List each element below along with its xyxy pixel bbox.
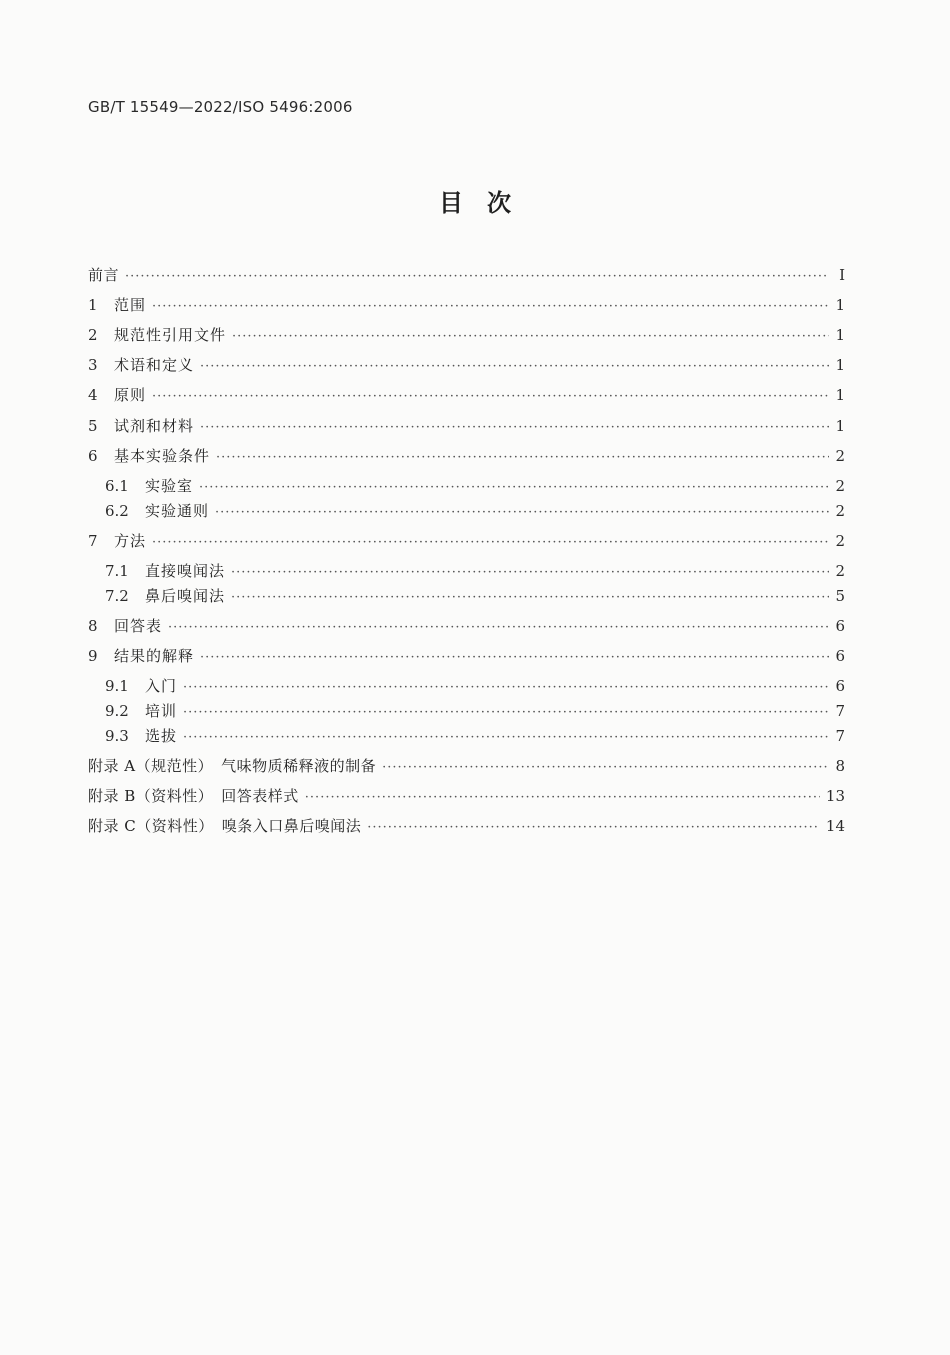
toc-label: 原则 [114, 386, 147, 404]
toc-label: 前言 [88, 266, 120, 284]
toc-page: 2 [835, 502, 845, 520]
toc-label: 范围 [114, 296, 147, 314]
toc-entry-normative-references[interactable] [88, 324, 845, 346]
toc-page: 1 [835, 417, 845, 435]
dot-leader [216, 447, 829, 469]
toc-entry-foreword[interactable] [88, 264, 845, 286]
dot-leader [215, 502, 829, 524]
toc-label: 鼻后嗅闻法 [145, 587, 226, 605]
toc-label: 培训 [145, 702, 178, 720]
toc-label: 回答表 [114, 617, 163, 635]
toc-entry-annex-a[interactable] [88, 755, 845, 777]
toc-entry-annex-b[interactable] [88, 785, 845, 807]
toc-number: 4 [88, 386, 98, 404]
toc-page: Ⅰ [839, 266, 845, 284]
toc-page: 8 [835, 757, 845, 775]
toc-number: 9.3 [105, 727, 129, 745]
toc-label: 附录 C（资料性） 嗅条入口鼻后嗅闻法 [88, 817, 362, 835]
toc-number: 7.1 [105, 562, 129, 580]
document-code: GB/T 15549—2022/ISO 5496:2006 [88, 98, 353, 116]
page-title: 目 次 [439, 189, 511, 217]
toc-page: 14 [825, 817, 845, 835]
toc-number: 5 [88, 417, 98, 435]
dot-leader [231, 562, 829, 584]
toc-label: 方法 [114, 532, 147, 550]
toc-entry-conditions[interactable] [88, 445, 845, 467]
toc-number: 6.2 [105, 502, 129, 520]
toc-page: 2 [835, 562, 845, 580]
toc-label: 结果的解释 [114, 647, 195, 665]
dot-leader [367, 817, 820, 839]
toc-label: 试剂和材料 [114, 417, 195, 435]
toc-page: 1 [835, 296, 845, 314]
toc-number: 7 [88, 532, 98, 550]
toc-label: 实验通则 [145, 502, 210, 520]
dot-leader [200, 417, 829, 439]
toc-number: 6.1 [105, 477, 129, 495]
dot-leader [199, 477, 829, 499]
toc-entry-annex-c[interactable] [88, 815, 845, 837]
toc-page: 1 [835, 386, 845, 404]
dot-leader [152, 386, 829, 408]
toc-entry-reagents[interactable] [88, 415, 845, 437]
toc-page: 5 [835, 587, 845, 605]
dot-leader [200, 356, 829, 378]
dot-leader [305, 787, 820, 809]
toc-label: 术语和定义 [114, 356, 195, 374]
toc-label: 基本实验条件 [114, 447, 211, 465]
toc-page: 2 [835, 532, 845, 550]
toc-number: 1 [88, 296, 98, 314]
toc-label: 实验室 [145, 477, 194, 495]
toc-entry-general-rules[interactable] [88, 500, 845, 522]
toc-entry-scope[interactable] [88, 294, 845, 316]
dot-leader [200, 647, 829, 669]
dot-leader [183, 727, 829, 749]
dot-leader [183, 677, 829, 699]
toc-number: 9.2 [105, 702, 129, 720]
toc-number: 7.2 [105, 587, 129, 605]
toc-page: 6 [835, 617, 845, 635]
toc-entry-direct-sniffing[interactable] [88, 560, 845, 582]
toc-entry-interpretation[interactable] [88, 645, 845, 667]
toc-number: 8 [88, 617, 98, 635]
dot-leader [382, 757, 829, 779]
toc-entry-training[interactable] [88, 700, 845, 722]
dot-leader [152, 532, 829, 554]
toc-label: 入门 [145, 677, 178, 695]
toc-page: 1 [835, 326, 845, 344]
toc-number: 3 [88, 356, 98, 374]
dot-leader [152, 296, 829, 318]
toc-page: 6 [835, 677, 845, 695]
toc-number: 6 [88, 447, 98, 465]
dot-leader [125, 266, 829, 288]
toc-entry-principle[interactable] [88, 384, 845, 406]
toc-label: 选拔 [145, 727, 178, 745]
toc-label: 规范性引用文件 [114, 326, 227, 344]
dot-leader [183, 702, 829, 724]
toc-page: 7 [835, 702, 845, 720]
toc-entry-method[interactable] [88, 530, 845, 552]
toc-entry-terms[interactable] [88, 354, 845, 376]
toc-number: 9 [88, 647, 98, 665]
toc-page: 6 [835, 647, 845, 665]
toc-page: 2 [835, 447, 845, 465]
toc-number: 9.1 [105, 677, 129, 695]
toc-page: 13 [825, 787, 845, 805]
toc-entry-laboratory[interactable] [88, 475, 845, 497]
toc-entry-retronasal-sniffing[interactable] [88, 585, 845, 607]
toc-label: 直接嗅闻法 [145, 562, 226, 580]
toc-entry-introduction[interactable] [88, 675, 845, 697]
dot-leader [232, 326, 829, 348]
toc-entry-answer-form[interactable] [88, 615, 845, 637]
toc-entry-selection[interactable] [88, 725, 845, 747]
toc-page: 2 [835, 477, 845, 495]
toc-label: 附录 A（规范性） 气味物质稀释液的制备 [88, 757, 377, 775]
toc-number: 2 [88, 326, 98, 344]
toc-page: 1 [835, 356, 845, 374]
dot-leader [231, 587, 829, 609]
dot-leader [168, 617, 829, 639]
toc-page: 7 [835, 727, 845, 745]
toc-label: 附录 B（资料性） 回答表样式 [88, 787, 299, 805]
